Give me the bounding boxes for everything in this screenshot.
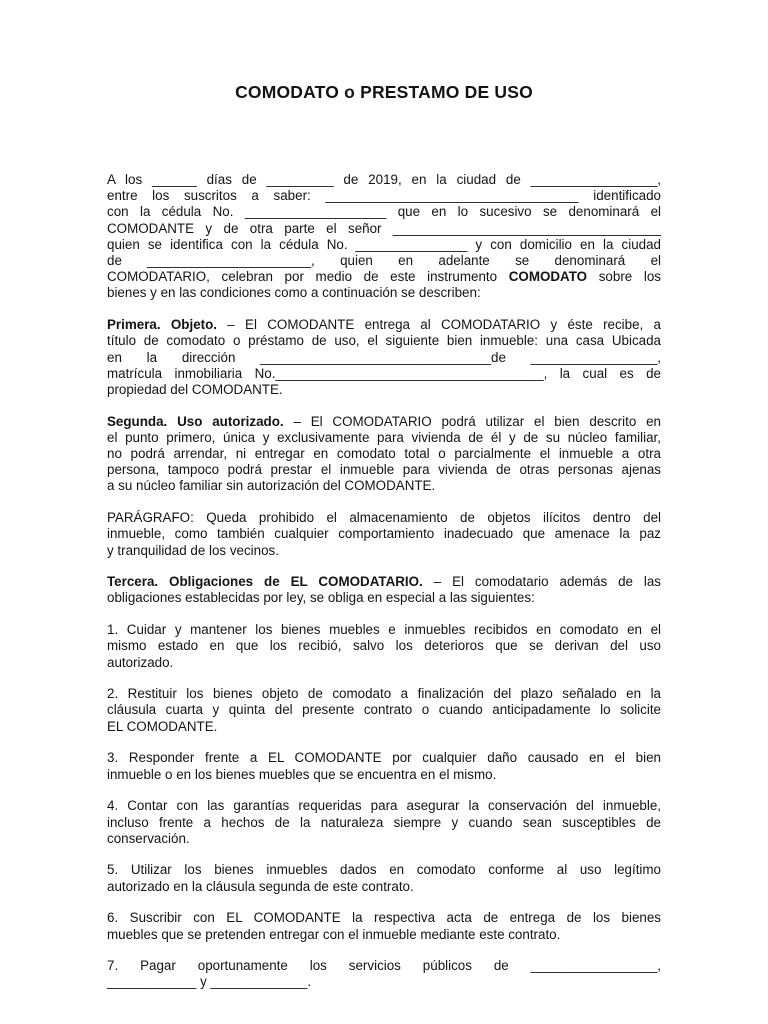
text-line: ____________ y _____________. [107,974,312,990]
intro-paragraph [107,172,661,302]
text-line [107,269,661,285]
text-line: con la cédula No. ___________________ que en lo sucesivo se denominará el [107,204,661,220]
text-line: inmueble, como también cualquier comportamiento inadecuado que amenace la paz [107,526,661,542]
clause-heading: Primera. Objeto. [107,317,218,333]
text-line: EL COMODANTE. [107,718,218,734]
text-line: no podrá arrendar, ni entregar en comodato total o parcialmente el inmueble a otra [107,446,661,462]
bold-keyword: COMODATO [508,269,588,285]
text-line: de ______________________, quien en adelante se denominará el [107,253,661,269]
obligation-item [107,862,661,894]
clause-segunda [107,414,661,495]
text-line: 1. Cuidar y mantener los bienes muebles e inmuebles recibidos en comodato en el [107,622,661,638]
text-line: en la dirección _______________________________de _________________, [107,349,661,365]
text-line: 5. Utilizar los bienes inmuebles dados en comodato conforme al uso legítimo [107,862,661,878]
obligation-item [107,798,661,847]
text-segment: – El COMODANTE entrega al COMODATARIO y éste recibe, a [217,317,662,333]
text-line: quien se identifica con la cédula No. _______________ y con domicilio en la ciudad [107,236,661,252]
text-line: mismo estado en que los recibió, salvo los deterioros que se derivan del uso [107,638,661,654]
text-segment: sobre los [587,269,661,285]
text-line: 7. Pagar oportunamente los servicios públicos de _________________, [107,958,661,974]
paragrafo [107,510,661,559]
obligation-item [107,622,661,671]
text-line [107,317,661,333]
text-line: y tranquilidad de los vecinos. [107,542,279,558]
clause-heading: Segunda. Uso autorizado. [107,413,284,429]
text-line: 6. Suscribir con EL COMODANTE la respectiva acta de entrega de los bienes [107,910,661,926]
text-line: autorizado en la cláusula segunda de este contrato. [107,878,414,894]
text-line: cláusula cuarta y quinta del presente contrato o cuando anticipadamente lo solicite [107,702,661,718]
obligation-item [107,686,661,735]
document-body [107,172,661,1006]
text-line: inmueble o en los bienes muebles que se encuentra en el mismo. [107,766,497,782]
obligation-item [107,750,661,782]
text-line: obligaciones establecidas por ley, se obliga en especial a las siguientes: [107,590,535,606]
text-line: COMODANTE y de otra parte el señor ____________________________________ [107,220,661,236]
text-line: 2. Restituir los bienes objeto de comodato a finalización del plazo señalado en la [107,686,661,702]
obligation-item [107,910,661,942]
text-line: propiedad del COMODANTE. [107,381,283,397]
clause-heading: Tercera. Obligaciones de EL COMODATARIO. [107,574,423,590]
text-line: incluso frente a hechos de la naturaleza siempre y cuando sean susceptibles de [107,814,661,830]
document-title: COMODATO o PRESTAMO DE USO [235,82,533,102]
text-line [107,574,661,590]
text-segment: COMODATARIO, celebran por medio de este instrumento [107,269,509,285]
text-line: A los ______ días de _________ de 2019, en la ciudad de _________________, [107,172,661,187]
text-line: PARÁGRAFO: Queda prohibido el almacenamiento de objetos ilícitos dentro del [107,510,661,526]
clause-primera [107,317,661,398]
text-line: muebles que se pretenden entregar con el inmueble mediante este contrato. [107,926,561,942]
text-line: a su núcleo familiar sin autorización del COMODANTE. [107,478,436,494]
text-line: entre los suscritos a saber: __________________________________ identificado [107,188,661,204]
clause-tercera [107,574,661,606]
obligation-item [107,958,661,990]
text-segment: – El COMODATARIO podrá utilizar el bien descrito en [283,413,661,429]
text-segment: – El comodatario además de las [422,574,662,590]
text-line: bienes y en las condiciones como a continuación se describen: [107,285,481,301]
text-line: título de comodato o préstamo de uso, el siguiente bien inmueble: una casa Ubicada [107,333,661,349]
text-line: 3. Responder frente a EL COMODANTE por cualquier daño causado en el bien [107,750,661,766]
text-line: el punto primero, única y exclusivamente para vivienda de él y de su núcleo familiar, [107,429,661,445]
text-line: conservación. [107,830,190,846]
text-line: 4. Contar con las garantías requeridas para asegurar la conservación del inmueble, [107,798,661,814]
text-line: persona, tampoco podrá prestar el inmueble para vivienda de otras personas ajenas [107,462,661,478]
text-line: matrícula inmobiliaria No.____________________________________, la cual es de [107,365,661,381]
text-line: autorizado. [107,654,174,670]
text-line [107,414,661,430]
